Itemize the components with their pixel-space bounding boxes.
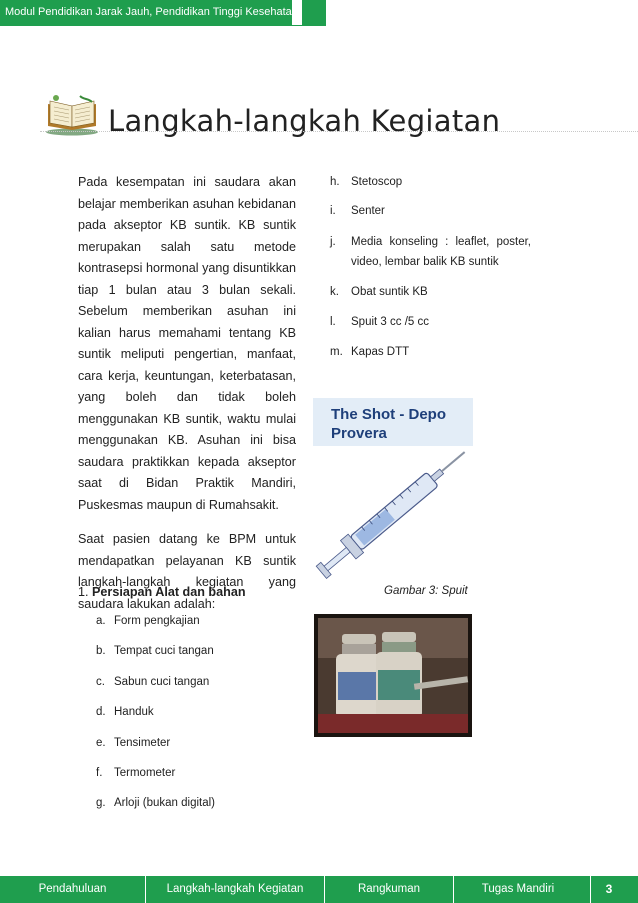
list-item: m. Kapas DTT bbox=[330, 346, 410, 358]
step-number: 1. bbox=[78, 585, 89, 599]
intro-paragraph: Pada kesempatan ini saudara akan belajar memberikan asuhan kebidanan pada akseptor KB suntik. KB suntik merupakan salah satu metode kontrasepsi hormonal yang disuntikkan tiap 1 bulan atau 3 bulan sekali. Sebelum memberikan asuhan ini kalian harus memahami tentang KB suntik meliputi pengertian, manfaat, cara kerja, keuntungan, keterbatasan, yang boleh dan tidak boleh menggunakan KB suntik, waktu mulai menggunakan KB. Asuhan ini bisa saudara praktikkan kepada akseptor saat di Bidan Praktik Mandiri, Puskesmas maupun di Rumahsakit. bbox=[78, 175, 296, 512]
list-item: i. Senter bbox=[330, 205, 385, 217]
tab-tugas-mandiri[interactable]: Tugas Mandiri bbox=[481, 883, 555, 895]
list-item: d. Handuk bbox=[96, 706, 154, 718]
syringe-image bbox=[313, 398, 473, 580]
list-item: a. Form pengkajian bbox=[96, 615, 200, 627]
tab-langkah-langkah-kegiatan[interactable]: Langkah-langkah Kegiatan bbox=[166, 883, 304, 895]
list-item: b. Tempat cuci tangan bbox=[96, 645, 214, 657]
list-item: e. Tensimeter bbox=[96, 737, 171, 749]
list-item: c. Sabun cuci tangan bbox=[96, 676, 210, 688]
module-title: Modul Pendidikan Jarak Jauh, Pendidikan Tinggi Kesehatan bbox=[5, 6, 298, 18]
list-item: l. Spuit 3 cc /5 cc bbox=[330, 316, 429, 328]
title-divider bbox=[40, 131, 638, 132]
step-heading bbox=[78, 585, 246, 599]
vial-icon bbox=[314, 614, 472, 737]
list-item: h. Stetoscop bbox=[330, 176, 403, 188]
book-icon bbox=[44, 92, 100, 136]
list-item: g. Arloji (bukan digital) bbox=[96, 797, 215, 809]
tab-pendahuluan[interactable]: Pendahuluan bbox=[38, 883, 107, 895]
image-heading: The Shot - Depo bbox=[331, 406, 446, 423]
left-column bbox=[78, 172, 296, 628]
vial-photo bbox=[314, 614, 472, 737]
module-header bbox=[0, 0, 298, 25]
figure-caption: Gambar 3: Spuit bbox=[384, 585, 468, 597]
step-label: Persiapan Alat dan bahan bbox=[92, 585, 246, 599]
header-accent-square bbox=[302, 0, 326, 25]
list-item: j. Media konseling : leaflet, poster, video, lembar balik KB suntik bbox=[330, 236, 531, 268]
header-rule bbox=[0, 25, 326, 26]
tab-rangkuman[interactable]: Rangkuman bbox=[357, 883, 420, 895]
list-item: f. Termometer bbox=[96, 767, 176, 779]
intro-paragraph: Saat pasien datang ke BPM untuk mendapatkan pelayanan KB suntik langkah-langkah kegiatan yang saudara lakukan adalah: bbox=[78, 532, 296, 611]
list-item: k. Obat suntik KB bbox=[330, 286, 428, 298]
image-heading: Provera bbox=[331, 425, 387, 442]
page-title: Langkah-langkah Kegiatan bbox=[108, 104, 501, 138]
page-number: 3 bbox=[605, 882, 613, 896]
